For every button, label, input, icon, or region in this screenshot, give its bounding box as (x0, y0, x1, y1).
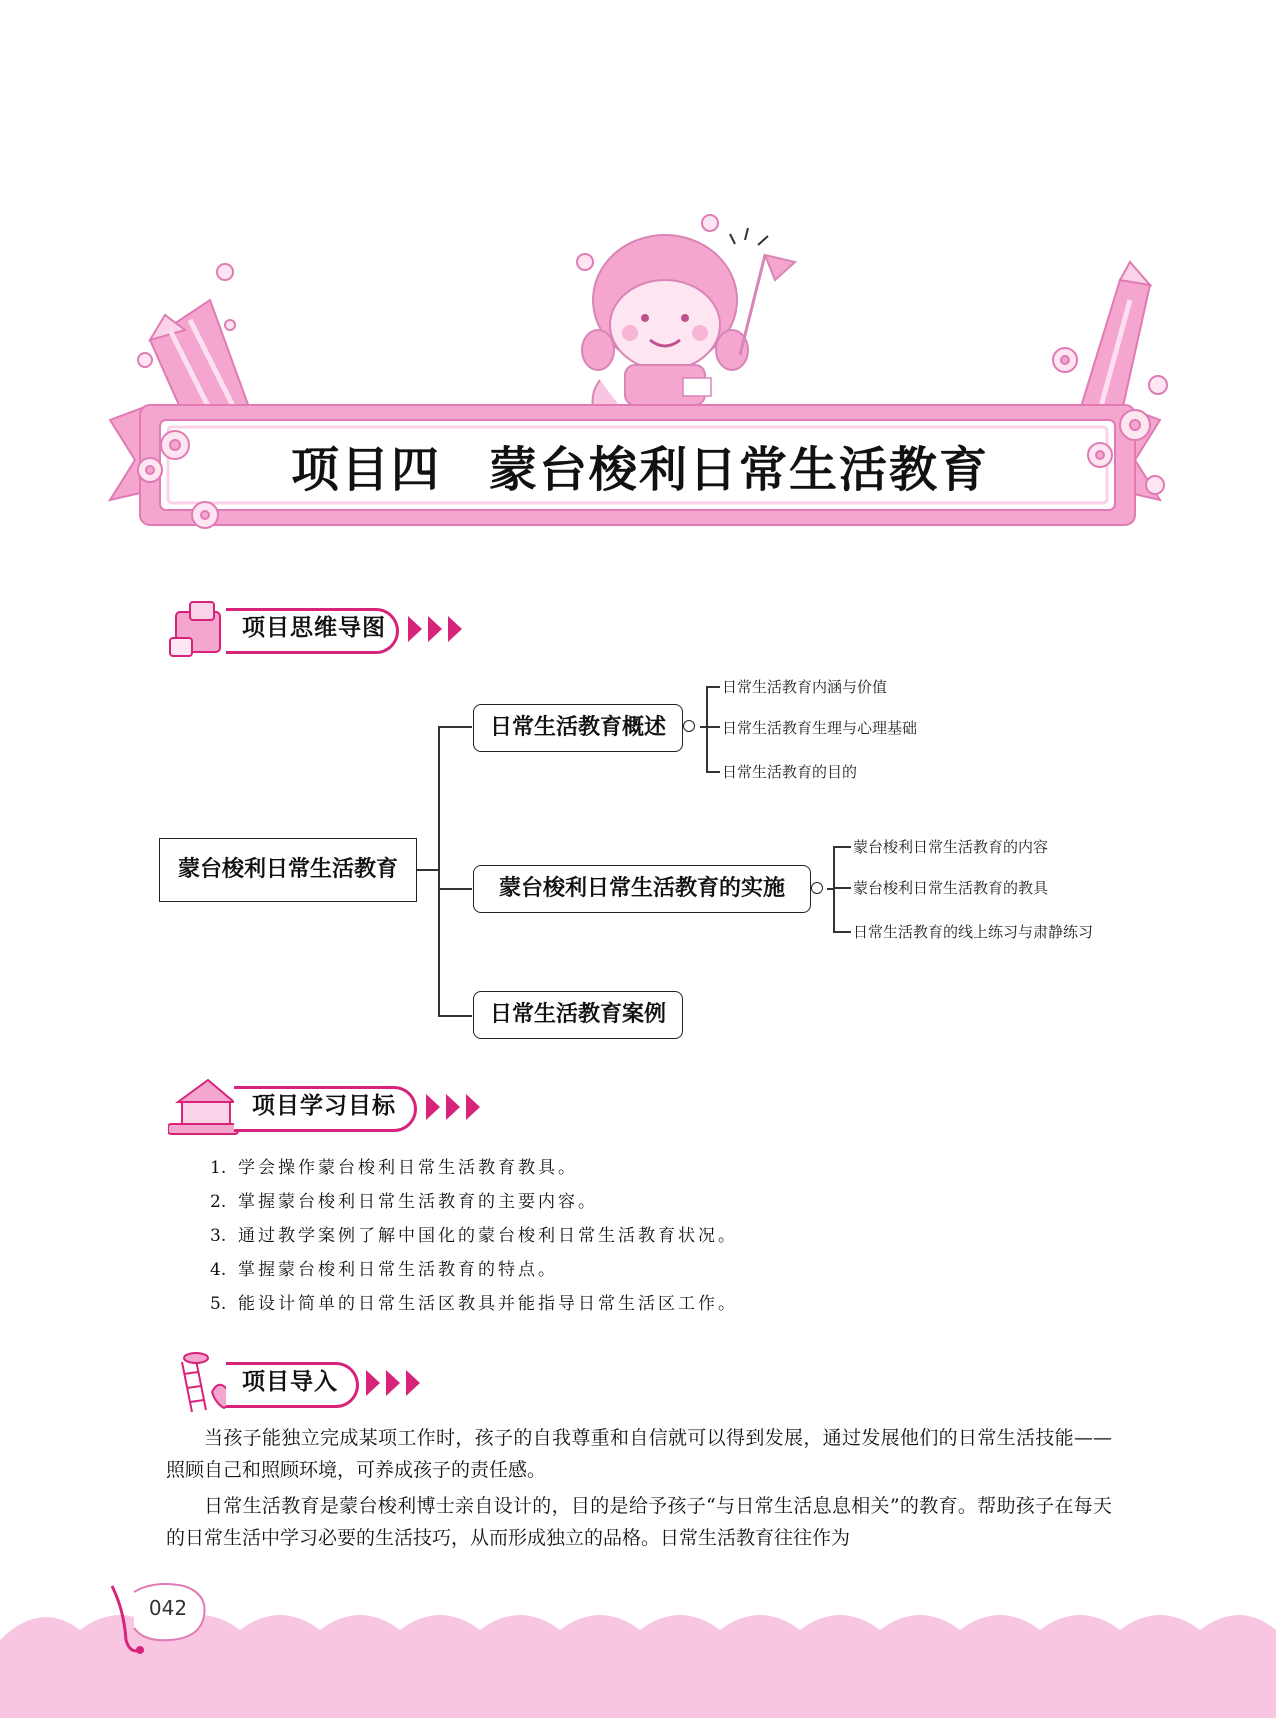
mindmap-leaf: 日常生活教育的目的 (722, 763, 858, 781)
title-project-number: 项目四 (290, 442, 441, 498)
girl-mascot-icon (582, 235, 795, 425)
mindmap-leaf: 日常生活教育生理与心理基础 (722, 719, 918, 737)
page-title (140, 430, 1140, 510)
section-title: 项目导入 (242, 1369, 338, 1395)
section-header-objectives (168, 1076, 488, 1138)
page-number: 042 (148, 1596, 188, 1620)
list-item: 1. 学会操作蒙台梭利日常生活教育教具。 (210, 1158, 578, 1178)
section-title: 项目学习目标 (252, 1093, 396, 1119)
mindmap-leaf: 日常生活教育内涵与价值 (722, 678, 888, 696)
intro-paragraph: 日常生活教育是蒙台梭利博士亲自设计的，目的是给予孩子“与日常生活息息相关”的教育。帮助孩子在每天的日常生活中学习必要的生活技巧，从而形成独立的品格。日常生活教育往往作为 (166, 1495, 1112, 1549)
list-item: 4. 掌握蒙台梭利日常生活教育的特点。 (210, 1260, 558, 1280)
title-project-name: 蒙台梭利日常生活教育 (489, 442, 990, 498)
right-pencil-icon (1080, 262, 1150, 420)
section-title: 项目思维导图 (242, 615, 386, 641)
list-item: 2. 掌握蒙台梭利日常生活教育的主要内容。 (210, 1192, 598, 1212)
intro-paragraph: 当孩子能独立完成某项工作时，孩子的自我尊重和自信就可以得到发展，通过发展他们的日常生活技能——照顾自己和照顾环境，可养成孩子的责任感。 (166, 1427, 1112, 1481)
section-header-mindmap (168, 598, 468, 660)
house-book-icon (168, 1076, 244, 1138)
mindmap-branch-implementation: 蒙台梭利日常生活教育的实施 (473, 865, 811, 913)
mindmap-branch-overview: 日常生活教育概述 (473, 704, 683, 752)
list-item: 3. 通过教学案例了解中国化的蒙台梭利日常生活教育状况。 (210, 1226, 738, 1246)
triple-arrow-icon (366, 1370, 436, 1396)
mindmap-leaf: 蒙台梭利日常生活教育的教具 (853, 879, 1049, 897)
triple-arrow-icon (408, 616, 478, 642)
mindmap-leaf: 日常生活教育的线上练习与肃静练习 (853, 923, 1094, 941)
list-item: 5. 能设计简单的日常生活区教具并能指导日常生活区工作。 (210, 1294, 738, 1314)
section-header-intro (172, 1352, 452, 1414)
triple-arrow-icon (426, 1094, 496, 1120)
mindmap-leaf: 蒙台梭利日常生活教育的内容 (853, 838, 1049, 856)
mindmap-branch-cases: 日常生活教育案例 (473, 991, 683, 1039)
mindmap-root: 蒙台梭利日常生活教育 (159, 838, 417, 902)
